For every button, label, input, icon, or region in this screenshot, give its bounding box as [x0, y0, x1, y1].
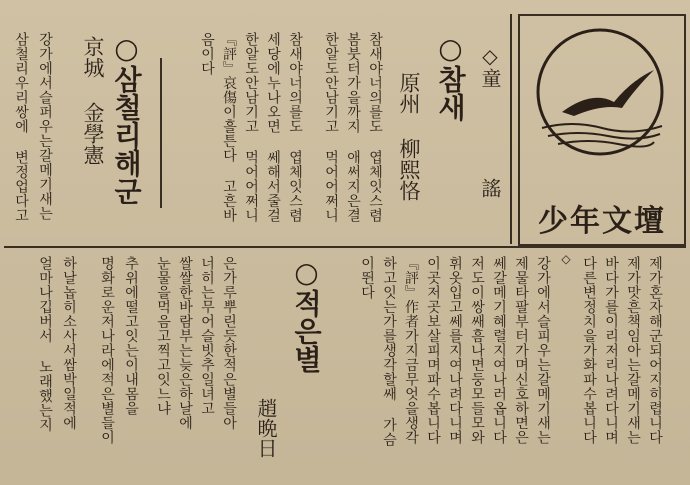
continued-line-6: 강가에서슬피우는갈메기새는: [535, 256, 551, 445]
continued-line-3: 바다가를이리저리나려다니며: [603, 256, 619, 445]
continued-line-11: 이곳저곳보살피며파수봅니다: [425, 256, 441, 445]
poem2-side-rule: [160, 58, 162, 208]
continued-line-1: 제가혼자해군되어지히렵니다: [647, 256, 663, 445]
poem3-line-5: 추위에떨고잇는이내몸을: [123, 256, 139, 416]
sun-seagull-emblem: [522, 20, 682, 160]
poem1b-line-5: 음이다: [199, 32, 215, 76]
continued-line-7: 제물타팔부터가며신호하면은: [513, 256, 529, 445]
masthead-title: 少年文壇: [538, 204, 666, 239]
section-divider: [510, 14, 512, 244]
continued-line-14: 이뛴다: [359, 256, 375, 300]
page-horizontal-rule: [4, 246, 686, 248]
poem3-author: 趙晩日: [254, 398, 278, 458]
poem1b-line-3: 한알도안남기고 먹어어쩌니: [243, 32, 259, 223]
poem1b-line-4: 『評』哀傷이흘튼다 고흔바: [221, 32, 237, 223]
poem1b-line-1: 참새야너의를도 엽체잇스렴: [287, 32, 303, 223]
section-label-bottom: 謠: [478, 178, 502, 198]
poem2-line-1: 강가에서슬퍼우는갈메기새는: [37, 32, 53, 221]
poem3-line-4: 눈물을먹음고찍고잇느냐: [155, 256, 171, 416]
poem1-title: ○참새: [434, 32, 467, 121]
poem1-author: 原州 柳熙恪: [397, 72, 421, 201]
continued-divider-mark: ◇: [559, 252, 573, 266]
poem3-line-7: 하날놉히소사서쌈박일적에: [61, 256, 77, 430]
continued-line-9: 저도이쌍쌔흠나면둥모들모와: [469, 256, 485, 445]
poem2-line-2: 삼철리우리쌍에 변정업다고: [13, 32, 29, 223]
poem1-line-2: 봄붓터가을까지 애써지은결: [345, 32, 361, 223]
poem2-author: 京城 金學憲: [81, 36, 105, 165]
continued-line-2: 제가맛흔책임아는갈메기새는: [625, 256, 641, 445]
poem1-line-1: 참새야너의를도 엽체잇스렴: [367, 32, 383, 223]
continued-line-12: 『評』作者가지금무엇을생각: [403, 256, 419, 445]
masthead-box: [518, 14, 686, 246]
poem3-line-3: 쌀쌀한바람부는늦은하날에: [177, 256, 193, 430]
poem3-line-2: 너히는무어슬빗추일녀고: [199, 256, 215, 416]
continued-line-10: 휘옷입고쎄를지여나려다니며: [447, 256, 463, 445]
continued-line-13: 하고잇는가를생각할쌔 가슴: [381, 256, 397, 447]
poem3-line-8: 얼마나깁버서 노래했는지: [37, 256, 53, 432]
poem3-line-6: 명화로운저나라에적은별들이: [99, 256, 115, 445]
poem1-line-3: 한알도안남기고 먹어어쩌니: [323, 32, 339, 223]
poem3-line-1: 은가루뿌린듯한적은별들아: [221, 256, 237, 430]
continued-line-4: 다른변정치을가화파수봅니다: [581, 256, 597, 445]
poem1b-line-2: 세당에누나오면 쎄해서줄걸: [265, 32, 281, 223]
poem3-title: ○적은별: [290, 256, 323, 373]
continued-line-8: 쎄갈메기혜렬지여나러옵니다: [491, 256, 507, 445]
section-label-top: ◇童: [478, 44, 502, 88]
poem2-title: ○삼철리해군: [110, 32, 143, 205]
